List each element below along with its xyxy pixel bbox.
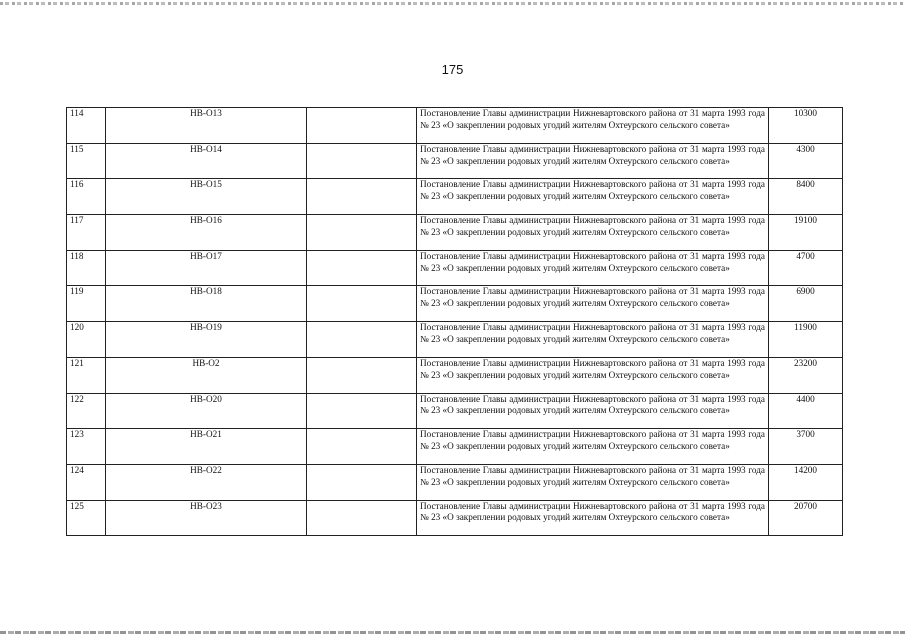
table-row [67, 357, 843, 393]
area-cell: 6900 [769, 286, 843, 322]
legal-document-cell: Постановление Главы администрации Нижневартовского района от 31 марта 1993 года № 23 «О закреплении родовых угодий жителям Охтеурского сельского совета» [417, 215, 769, 251]
table-row [67, 322, 843, 358]
table-row [67, 500, 843, 536]
row-number-cell: 122 [67, 393, 106, 429]
area-cell: 14200 [769, 464, 843, 500]
row-number-cell: 118 [67, 250, 106, 286]
legal-document-cell: Постановление Главы администрации Нижневартовского района от 31 марта 1993 года № 23 «О закреплении родовых угодий жителям Охтеурского сельского совета» [417, 286, 769, 322]
area-cell: 3700 [769, 429, 843, 465]
legal-document-cell: Постановление Главы администрации Нижневартовского района от 31 марта 1993 года № 23 «О закреплении родовых угодий жителям Охтеурского сельского совета» [417, 357, 769, 393]
area-cell: 10300 [769, 108, 843, 144]
site-code-cell: НВ-О18 [106, 286, 307, 322]
legal-document-cell: Постановление Главы администрации Нижневартовского района от 31 марта 1993 года № 23 «О закреплении родовых угодий жителям Охтеурского сельского совета» [417, 108, 769, 144]
legal-document-cell: Постановление Главы администрации Нижневартовского района от 31 марта 1993 года № 23 «О закреплении родовых угодий жителям Охтеурского сельского совета» [417, 143, 769, 179]
area-cell: 8400 [769, 179, 843, 215]
site-code-cell: НВ-О17 [106, 250, 307, 286]
site-code-cell: НВ-О14 [106, 143, 307, 179]
empty-cell [307, 215, 417, 251]
legal-document-cell: Постановление Главы администрации Нижневартовского района от 31 марта 1993 года № 23 «О закреплении родовых угодий жителям Охтеурского сельского совета» [417, 464, 769, 500]
row-number-cell: 114 [67, 108, 106, 144]
page-number: 175 [441, 62, 464, 77]
legal-document-cell: Постановление Главы администрации Нижневартовского района от 31 марта 1993 года № 23 «О закреплении родовых угодий жителям Охтеурского сельского совета» [417, 429, 769, 465]
site-code-cell: НВ-О2 [106, 357, 307, 393]
site-code-cell: НВ-О22 [106, 464, 307, 500]
site-code-cell: НВ-О19 [106, 322, 307, 358]
empty-cell [307, 500, 417, 536]
table-row [67, 286, 843, 322]
legal-document-cell: Постановление Главы администрации Нижневартовского района от 31 марта 1993 года № 23 «О закреплении родовых угодий жителям Охтеурского сельского совета» [417, 322, 769, 358]
legal-document-cell: Постановление Главы администрации Нижневартовского района от 31 марта 1993 года № 23 «О закреплении родовых угодий жителям Охтеурского сельского совета» [417, 393, 769, 429]
registry-table-body [67, 108, 843, 536]
row-number-cell: 117 [67, 215, 106, 251]
area-cell: 11900 [769, 322, 843, 358]
table-row [67, 108, 843, 144]
empty-cell [307, 179, 417, 215]
row-number-cell: 120 [67, 322, 106, 358]
empty-cell [307, 250, 417, 286]
site-code-cell: НВ-О16 [106, 215, 307, 251]
table-row [67, 250, 843, 286]
site-code-cell: НВ-О23 [106, 500, 307, 536]
table-row [67, 215, 843, 251]
empty-cell [307, 429, 417, 465]
row-number-cell: 119 [67, 286, 106, 322]
site-code-cell: НВ-О20 [106, 393, 307, 429]
table-row [67, 393, 843, 429]
row-number-cell: 123 [67, 429, 106, 465]
row-number-cell: 116 [67, 179, 106, 215]
area-cell: 4700 [769, 250, 843, 286]
empty-cell [307, 464, 417, 500]
table-row [67, 179, 843, 215]
empty-cell [307, 393, 417, 429]
registry-table [66, 107, 843, 536]
area-cell: 4400 [769, 393, 843, 429]
table-row [67, 429, 843, 465]
row-number-cell: 115 [67, 143, 106, 179]
legal-document-cell: Постановление Главы администрации Нижневартовского района от 31 марта 1993 года № 23 «О закреплении родовых угодий жителям Охтеурского сельского совета» [417, 500, 769, 536]
legal-document-cell: Постановление Главы администрации Нижневартовского района от 31 марта 1993 года № 23 «О закреплении родовых угодий жителям Охтеурского сельского совета» [417, 250, 769, 286]
area-cell: 20700 [769, 500, 843, 536]
area-cell: 19100 [769, 215, 843, 251]
table-row [67, 143, 843, 179]
row-number-cell: 124 [67, 464, 106, 500]
site-code-cell: НВ-О21 [106, 429, 307, 465]
table-row [67, 464, 843, 500]
site-code-cell: НВ-О15 [106, 179, 307, 215]
scan-noise-top [0, 2, 905, 5]
empty-cell [307, 286, 417, 322]
row-number-cell: 125 [67, 500, 106, 536]
empty-cell [307, 108, 417, 144]
empty-cell [307, 143, 417, 179]
area-cell: 23200 [769, 357, 843, 393]
empty-cell [307, 357, 417, 393]
empty-cell [307, 322, 417, 358]
scan-noise-bottom [0, 631, 905, 634]
area-cell: 4300 [769, 143, 843, 179]
row-number-cell: 121 [67, 357, 106, 393]
legal-document-cell: Постановление Главы администрации Нижневартовского района от 31 марта 1993 года № 23 «О закреплении родовых угодий жителям Охтеурского сельского совета» [417, 179, 769, 215]
site-code-cell: НВ-О13 [106, 108, 307, 144]
